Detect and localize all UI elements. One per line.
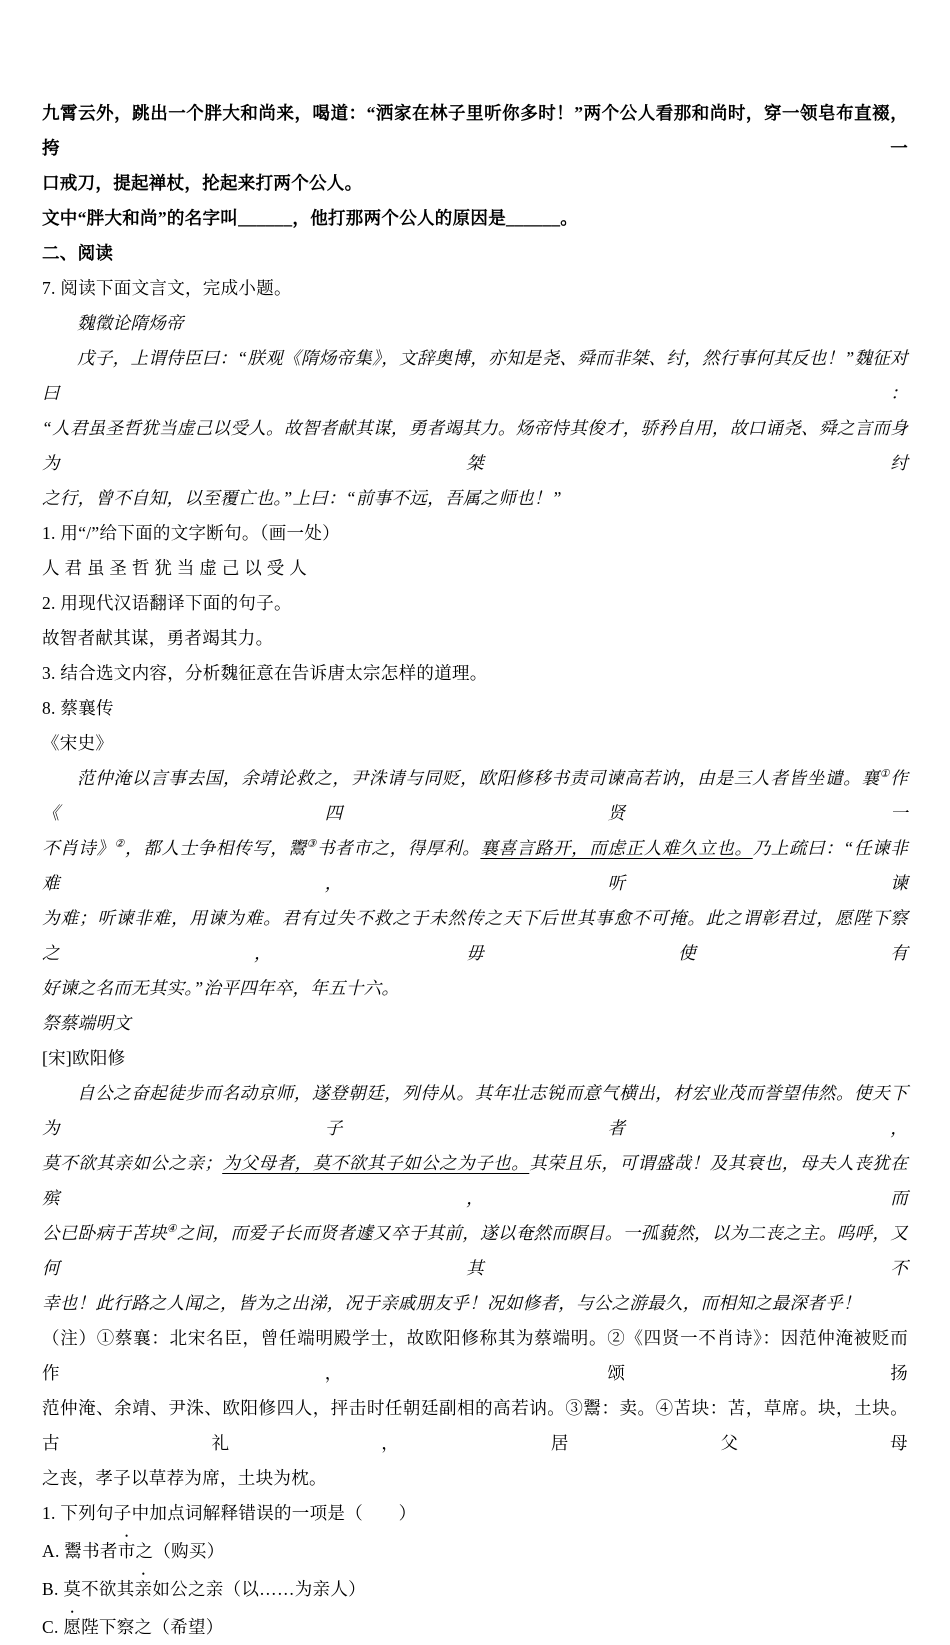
choice-c — [42, 1607, 908, 1645]
choice-b — [42, 1569, 908, 1607]
text-segment: B. 莫不欲其 — [42, 1579, 135, 1599]
caixiang-passage-line-2 — [42, 831, 908, 901]
superscript-ref: ③ — [306, 838, 317, 851]
superscript-ref: ② — [114, 838, 126, 851]
text-segment: 陛下察之（希望） — [81, 1617, 224, 1637]
text-segment: 1. 下列句子中加点词解释错误的一项是（ ） — [42, 1503, 417, 1523]
text-segment: ，都人士争相传写，鬻 — [125, 838, 307, 858]
text-segment: “人君虽圣哲犹当虚己以受人。故智者献其谋，勇者竭其力。炀帝恃其俊才，骄矜自用，故口诵尧、舜之言而身为桀纣 — [42, 418, 908, 473]
text-segment: 九霄云外，跳出一个胖大和尚来，喝道：“洒家在林子里听你多时！”两个公人看那和尚时，穿一领皂布直裰，挎一 — [42, 103, 908, 158]
superscript-ref: ① — [879, 768, 891, 781]
sentence-to-translate — [42, 621, 908, 656]
question-7-2 — [42, 586, 908, 621]
text-segment: 幸也！此行路之人闻之，皆为之出涕，况于亲戚朋友乎！况如修者，与公之游最久，而相知之最深者乎！ — [42, 1293, 861, 1313]
sentence-to-punctuate — [42, 551, 908, 586]
text-segment: 范仲淹以言事去国，余靖论救之，尹洙请与同贬，欧阳修移书责司谏高若讷，由是三人者皆坐谴。襄 — [77, 768, 880, 788]
question-8-1 — [42, 1496, 908, 1531]
text-segment: A. 鬻书者 — [42, 1541, 118, 1561]
text-segment: C. — [42, 1617, 64, 1637]
notes-line-3 — [42, 1461, 908, 1496]
document-body — [42, 96, 908, 1645]
text-segment: 文中“胖大和尚”的名字叫______，他打那两个公人的原因是______。 — [42, 208, 579, 228]
caixiang-passage-line-4 — [42, 971, 908, 1006]
text-segment: （注）①蔡襄：北宋名臣，曾任端明殿学士，故欧阳修称其为蔡端明。②《四贤一不肖诗》：因范仲淹被贬而作，颂扬 — [42, 1328, 908, 1383]
superscript-ref: ④ — [166, 1223, 177, 1236]
passage-title-jicaiduanming — [42, 1006, 908, 1041]
question-7-1 — [42, 516, 908, 551]
text-segment: 为难；听谏非难，用谏为难。君有过失不救之于未然传之天下后世其事愈不可掩。此之谓彰君过，愿陛下察之，毋使有 — [42, 908, 908, 963]
ouyangxiu-passage-line-2 — [42, 1146, 908, 1216]
text-segment: 之间，而爱子长而贤者遽又卒于其前，遂以奄然而瞑目。一孤藐然，以为二丧之主。呜呼，又何其不 — [42, 1223, 908, 1278]
emphasized-word: 愿 — [63, 1617, 82, 1637]
underlined-text: 为父母者，莫不欲其子如公之为子也。 — [222, 1153, 530, 1173]
text-segment: 二、阅读 — [42, 243, 114, 263]
novel-excerpt-line-2 — [42, 166, 908, 201]
weizheng-passage-line-1 — [42, 341, 908, 411]
text-segment: 其荣且乐，可谓盛哉！及其衰也，母夫人丧犹在殡，而 — [42, 1153, 908, 1208]
question-7-stem — [42, 271, 908, 306]
notes-line-1 — [42, 1321, 908, 1391]
text-segment: 之丧，孝子以草荐为席，土块为枕。 — [42, 1468, 327, 1488]
fill-blank-question — [42, 201, 908, 236]
text-segment: 7. 阅读下面文言文，完成小题。 — [42, 278, 292, 298]
question-8-title — [42, 691, 908, 726]
text-segment: [宋]欧阳修 — [42, 1048, 126, 1068]
author-ouyangxiu — [42, 1041, 908, 1076]
text-segment: 之（购买） — [135, 1541, 225, 1561]
text-segment: 口戒刀，提起禅杖，抡起来打两个公人。 — [42, 173, 363, 193]
weizheng-passage-line-3 — [42, 481, 908, 516]
text-segment: 1. 用“/”给下面的文字断句。（画一处） — [42, 523, 340, 543]
text-segment: 3. 结合选文内容，分析魏征意在告诉唐太宗怎样的道理。 — [42, 663, 488, 683]
text-segment: 故智者献其谋，勇者竭其力。 — [42, 628, 274, 648]
text-segment: 魏徵论隋炀帝 — [77, 313, 184, 333]
underlined-text: 襄喜言路开，而虑正人难久立也。 — [480, 838, 753, 858]
ouyangxiu-passage-line-3 — [42, 1216, 908, 1286]
section-heading-reading — [42, 236, 908, 271]
source-songshi — [42, 726, 908, 761]
emphasized-word: 市 — [117, 1541, 136, 1561]
text-segment: 公已卧病于苫块 — [42, 1223, 167, 1243]
novel-excerpt-line-1 — [42, 96, 908, 166]
text-segment: 自公之奋起徒步而名动京师，遂登朝廷，列侍从。其年壮志锐而意气横出，材宏业茂而誉望伟然。使天下为子者， — [42, 1083, 908, 1138]
text-segment: 好谏之名而无其实。”治平四年卒，年五十六。 — [42, 978, 400, 998]
text-segment: 戊子，上谓侍臣曰：“朕观《隋炀帝集》，文辞奥博，亦知是尧、舜而非桀、纣，然行事何其反也！”魏征对曰： — [42, 348, 908, 403]
caixiang-passage-line-3 — [42, 901, 908, 971]
choice-a — [42, 1531, 908, 1569]
text-segment: 如公之亲（以……为亲人） — [152, 1579, 366, 1599]
text-segment: 不肖诗》 — [42, 838, 115, 858]
text-segment: 《宋史》 — [42, 733, 114, 753]
text-segment: 作《四贤一 — [42, 768, 908, 823]
text-segment: 之行，曾不自知，以至覆亡也。”上曰：“前事不远，吾属之师也！” — [42, 488, 562, 508]
caixiang-passage-line-1 — [42, 761, 908, 831]
text-segment: 祭蔡端明文 — [42, 1013, 131, 1033]
weizheng-passage-line-2 — [42, 411, 908, 481]
text-segment: 范仲淹、余靖、尹洙、欧阳修四人，抨击时任朝廷副相的高若讷。③鬻：卖。④苫块：苫，草席。块，土块。古礼，居父母 — [42, 1398, 908, 1453]
text-segment: 乃上疏曰：“任谏非难，听谏 — [42, 838, 909, 893]
text-segment: 书者市之，得厚利。 — [316, 838, 481, 858]
emphasized-word: 亲 — [134, 1579, 153, 1599]
question-7-3 — [42, 656, 908, 691]
ouyangxiu-passage-line-1 — [42, 1076, 908, 1146]
text-segment: 2. 用现代汉语翻译下面的句子。 — [42, 593, 292, 613]
text-segment: 人 君 虽 圣 哲 犹 当 虚 己 以 受 人 — [42, 558, 308, 578]
text-segment: 莫不欲其亲如公之亲； — [42, 1153, 223, 1173]
passage-title-weizheng — [42, 306, 908, 341]
ouyangxiu-passage-line-4 — [42, 1286, 908, 1321]
notes-line-2 — [42, 1391, 908, 1461]
text-segment: 8. 蔡襄传 — [42, 698, 114, 718]
